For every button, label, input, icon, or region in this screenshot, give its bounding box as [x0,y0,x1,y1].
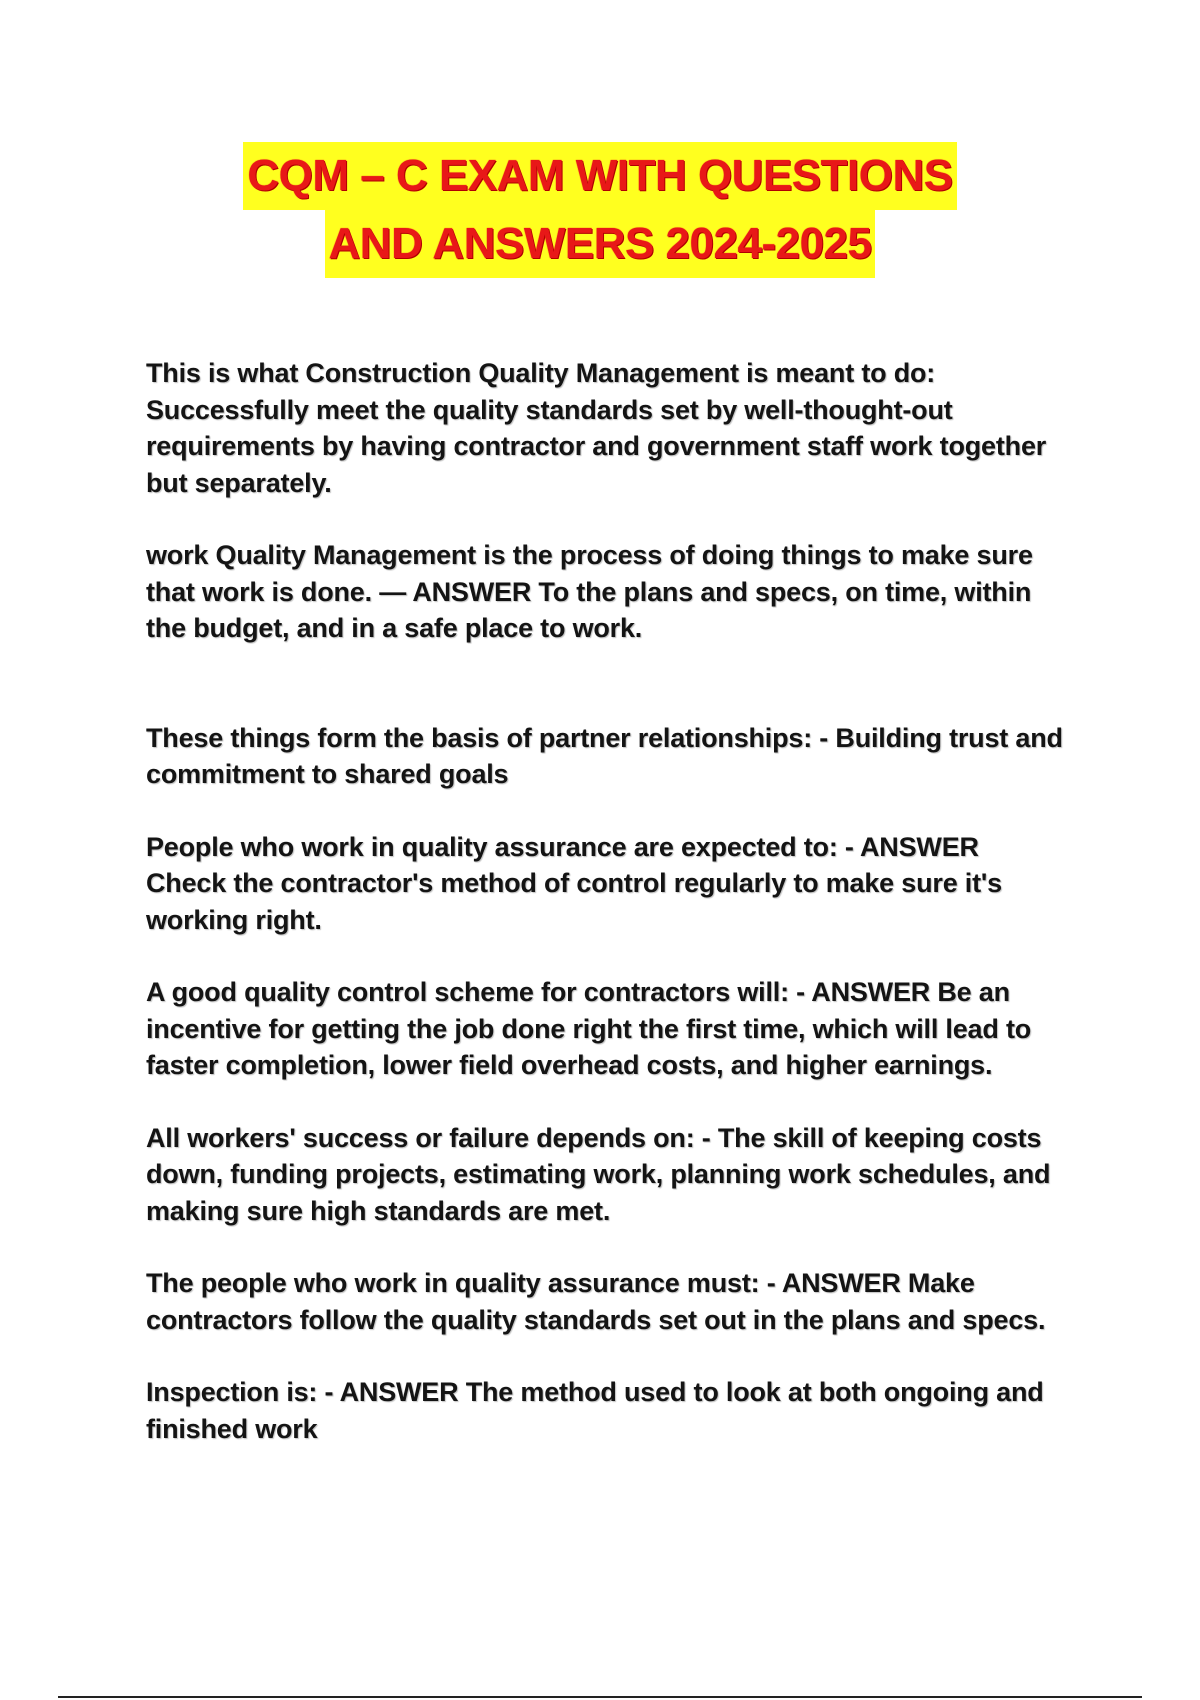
paragraph-1: This is what Construction Quality Management is meant to do: Successfully meet the quality standards set by well-thought-out requirements by having contractor and government staff work together but separately. [146,358,1047,498]
title-line-1: CQM – C EXAM WITH QUESTIONS [243,142,956,210]
paragraph-3: These things form the basis of partner relationships: - Building trust and commitment to shared goals [146,722,1063,789]
paragraph-6: All workers' success or failure depends on: - The skill of keeping costs down, funding projects, estimating work, planning work schedules, and making sure high standards are met. [146,1122,1051,1226]
document-title [0,142,1200,278]
paragraph-8: Inspection is: - ANSWER The method used to look at both ongoing and finished work [146,1377,1044,1444]
paragraph-7: The people who work in quality assurance must: - ANSWER Make contractors follow the quality standards set out in the plans and specs. [146,1268,1046,1335]
document-body [146,355,1066,1447]
paragraph-2: work Quality Management is the process of doing things to make sure that work is done. — ANSWER To the plans and specs, on time, within the budget, and in a safe place to work. [146,540,1033,643]
paragraph-4: People who work in quality assurance are expected to: - ANSWER Check the contractor's method of control regularly to make sure it's working right. [146,831,1002,935]
page-bottom-rule [58,1696,1142,1698]
title-line-2: AND ANSWERS 2024-2025 [325,210,876,278]
paragraph-5: A good quality control scheme for contractors will: - ANSWER Be an incentive for getting the job done right the first time, which will lead to faster completion, lower field overhead costs, and higher earnings. [146,977,1032,1080]
